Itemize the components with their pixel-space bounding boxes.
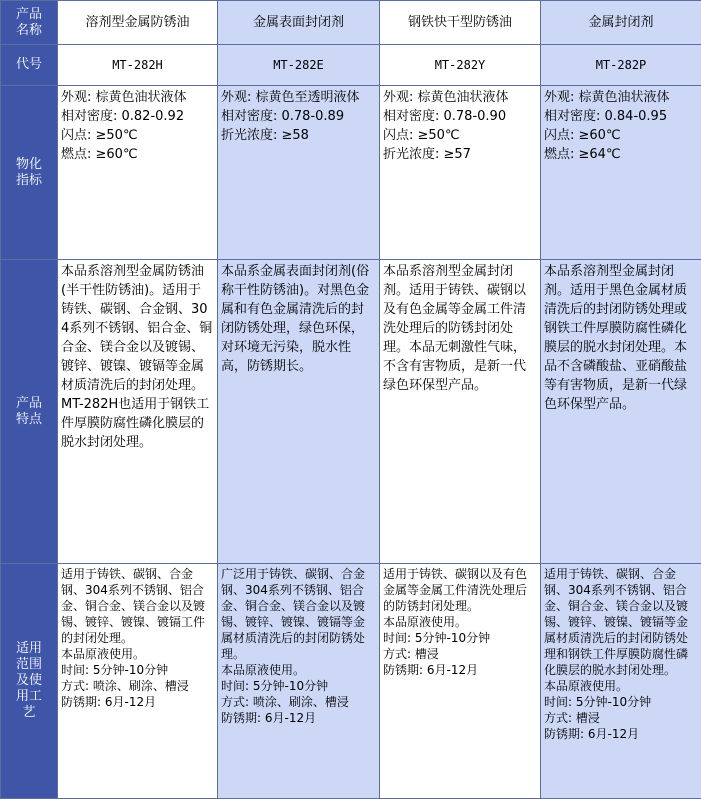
- product-usage-3: 适用于铸铁、碳钢以及有色金属等金属工件清洗处理后的防锈封闭处理。 本品原液使用。 时间: 5分钟-10分钟 方式: 槽浸 防锈期: 6月-12月: [380, 564, 541, 799]
- product-indicators-3: 外观: 棕黄色油状液体 相对密度: 0.78-0.90 闪点: ≥50℃ 折光浓度: ≥57: [380, 86, 541, 260]
- product-usage-4: 适用于铸铁、碳钢、合金钢、304系列不锈钢、铝合金、铜合金、镁合金以及镀锡、镀锌、镀镍、镀镉等金属材质清洗后的封闭防锈处理和钢铁工件厚膜防腐性磷化膜层的脱水封闭处理。 本品原液使用。 时间: 5分钟-10分钟 方式: 槽浸 防锈期: 6月-12月: [541, 564, 701, 799]
- product-indicators-1: 外观: 棕黄色油状液体 相对密度: 0.82-0.92 闪点: ≥50℃ 燃点: ≥60℃: [58, 86, 218, 260]
- header-features: 产品 特点: [1, 260, 58, 564]
- product-code-3: MT-282Y: [380, 45, 541, 86]
- product-code-2: MT-282E: [218, 45, 380, 86]
- row-indicators: [1, 86, 701, 260]
- row-usage: [1, 564, 701, 799]
- product-indicators-2: 外观: 棕黄色至透明液体 相对密度: 0.78-0.89 折光浓度: ≥58: [218, 86, 380, 260]
- product-name-2: 金属表面封闭剂: [218, 1, 380, 45]
- product-code-4: MT-282P: [541, 45, 701, 86]
- product-usage-1: 适用于铸铁、碳钢、合金钢、304系列不锈钢、铝合金、铜合金、镁合金以及镀锡、镀锌、镀镍、镀镉工件的封闭处理。 本品原液使用。 时间: 5分钟-10分钟 方式: 喷涂、刷涂、槽浸 防锈期: 6月-12月: [58, 564, 218, 799]
- header-usage: 适用 范围 及使 用工 艺: [1, 564, 58, 799]
- header-product-name: 产品 名称: [1, 1, 58, 45]
- product-name-4: 金属封闭剂: [541, 1, 701, 45]
- product-code-1: MT-282H: [58, 45, 218, 86]
- product-features-3: 本品系溶剂型金属封闭剂。适用于铸铁、碳钢以及有色金属等金属工件清洗处理后的防锈封闭处理。本品无刺激性气味，不含有害物质，是新一代绿色环保型产品。: [380, 260, 541, 564]
- row-code: [1, 45, 701, 86]
- row-product-name: [1, 1, 701, 45]
- product-indicators-4: 外观: 棕黄色油状液体 相对密度: 0.84-0.95 闪点: ≥60℃ 燃点: ≥64℃: [541, 86, 701, 260]
- product-features-2: 本品系金属表面封闭剂(俗称干性防锈油)。对黑色金属和有色金属清洗后的封闭防锈处理，绿色环保，对环境无污染，脱水性高，防锈期长。: [218, 260, 380, 564]
- product-name-3: 钢铁快干型防锈油: [380, 1, 541, 45]
- row-features: [1, 260, 701, 564]
- product-name-1: 溶剂型金属防锈油: [58, 1, 218, 45]
- product-features-1: 本品系溶剂型金属防锈油(半干性防锈油)。适用于铸铁、碳钢、合金钢、304系列不锈钢、铝合金、铜合金、镁合金以及镀锡、镀锌、镀镍、镀镉等金属材质清洗后的封闭处理。MT-282H也适用于钢铁工件厚膜防腐性磷化膜层的脱水封闭处理。: [58, 260, 218, 564]
- header-indicators: 物化 指标: [1, 86, 58, 260]
- product-usage-2: 广泛用于铸铁、碳钢、合金钢、304系列不锈钢、铝合金、铜合金、镁合金以及镀锡、镀锌、镀镍、镀镉等金属材质清洗后的封闭防锈处理。 本品原液使用。 时间: 5分钟-10分钟 方式: 喷涂、刷涂、槽浸 防锈期: 6月-12月: [218, 564, 380, 799]
- product-features-4: 本品系溶剂型金属封闭剂。适用于黑色金属材质清洗后的封闭防锈处理或钢铁工件厚膜防腐性磷化膜层的脱水封闭处理。本品不含磷酸盐、亚硝酸盐等有害物质，是新一代绿色环保型产品。: [541, 260, 701, 564]
- header-code: 代号: [1, 45, 58, 86]
